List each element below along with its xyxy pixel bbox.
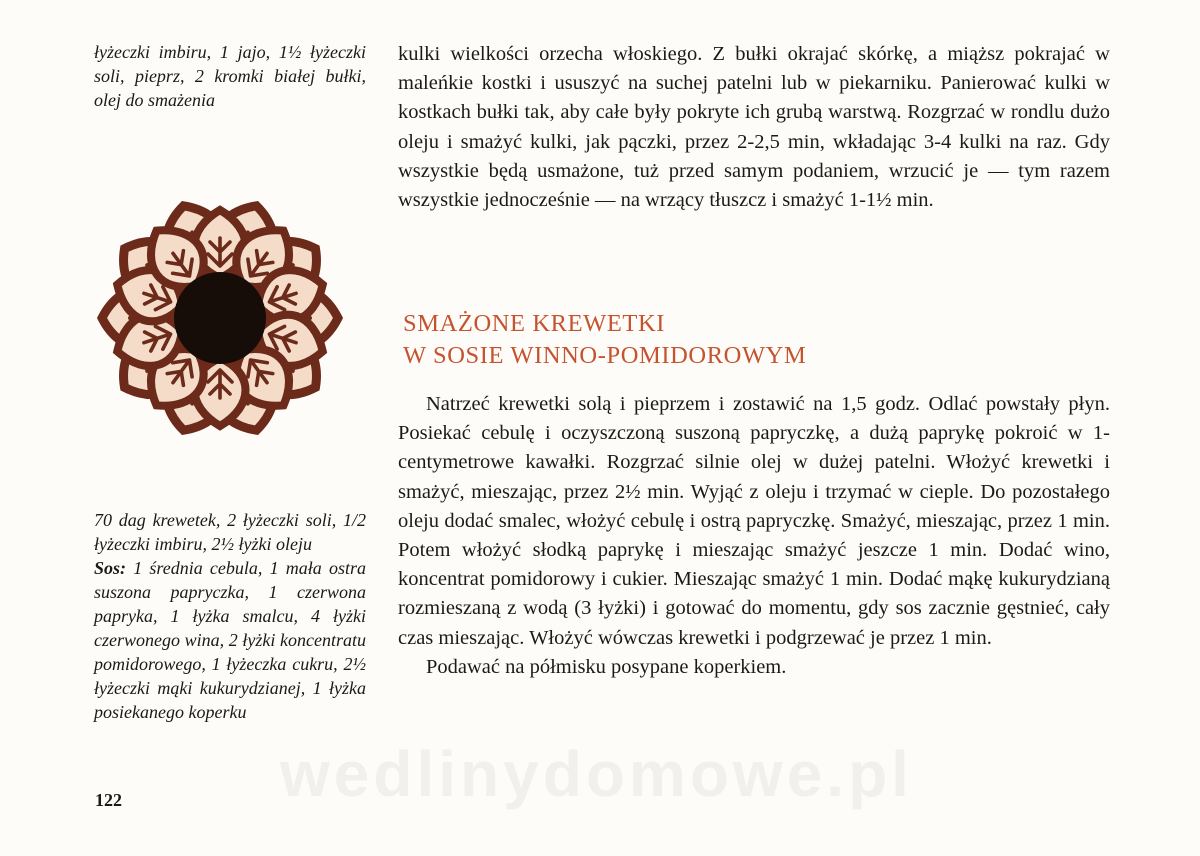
previous-recipe-text: kulki wielkości orzecha włoskiego. Z bułki okrajać skórkę, a miąższ pokrajać w maleńkie kostki i ususzyć na suchej patelni lub w piekarniku. Panierować kulki w kostkach bułki tak, aby całe były pokryte ich grubą warstwą. Rozgrzać w rondlu dużo oleju i smażyć kulki, jak pączki, przez 2-2,5 min, wkładając 3-4 kulki na raz. Gdy wszystkie będą usmażone, tuż przed samym podaniem, wrzucić je — tym razem wszystkie jednocześnie — na wrzący tłuszcz i smażyć 1-1½ min. — [398, 43, 1110, 212]
sauce-label: Sos: — [94, 558, 127, 578]
sauce-ingredients — [94, 556, 366, 724]
flower-ornament-icon — [92, 190, 348, 446]
recipe-serving: Podawać na półmisku posypane koperkiem. — [426, 655, 787, 678]
recipe-title-line1: SMAŻONE KREWETKI — [403, 310, 666, 337]
ingredients-list: 70 dag krewetek, 2 łyżeczki soli, 1/2 łyżeczki imbiru, 2½ łyżki oleju — [94, 510, 366, 554]
recipe-title-line2: W SOSIE WINNO-POMIDOROWYM — [403, 342, 807, 369]
page-number: 122 — [95, 790, 122, 810]
ingredients-shrimp — [94, 508, 366, 724]
recipe-title — [403, 308, 806, 372]
sauce-text: 1 średnia cebula, 1 mała ostra suszona papryczka, 1 czerwona papryka, 1 łyżka smalcu, 4 łyżki czerwonego wina, 2 łyżki koncentratu pomidorowego, 1 łyżeczka cukru, 2½ łyżeczki mąki kukurydzianej, 1 łyżka posiekanego koperku — [94, 558, 366, 722]
ingredients-previous-text: łyżeczki imbiru, 1 jajo, 1½ łyżeczki soli, pieprz, 2 kromki białej bułki, olej do smażenia — [94, 42, 366, 110]
watermark: wedlinydomowe.pl — [280, 738, 913, 810]
previous-recipe-continuation — [398, 40, 1110, 215]
recipe-body — [398, 390, 1110, 682]
recipe-instructions: Natrzeć krewetki solą i pieprzem i zostawić na 1,5 godz. Odlać powstały płyn. Posiekać cebulę i oczyszczoną suszoną papryczkę, a dużą paprykę pokroić w 1-centymetrowe kawałki. Rozgrzać silnie olej w dużej patelni. Włożyć krewetki i smażyć, mieszając, przez 2½ min. Wyjąć z oleju i trzymać w cieple. Do pozostałego oleju dodać smalec, włożyć cebulę i ostrą papryczkę. Smażyć, mieszając, przez 1 min. Potem włożyć słodką paprykę i mieszając smażyć jeszcze 1 min. Dodać wino, koncentrat pomidorowy i cukier. Mieszając smażyć 1 min. Dodać mąkę kukurydzianą rozmieszaną z wodą (3 łyżki) i gotować do momentu, gdy sos zacznie gęstnieć, cały czas mieszając. Włożyć wówczas krewetki i podgrzewać je przez 1 min. — [398, 393, 1110, 649]
ingredients-previous — [94, 40, 366, 112]
